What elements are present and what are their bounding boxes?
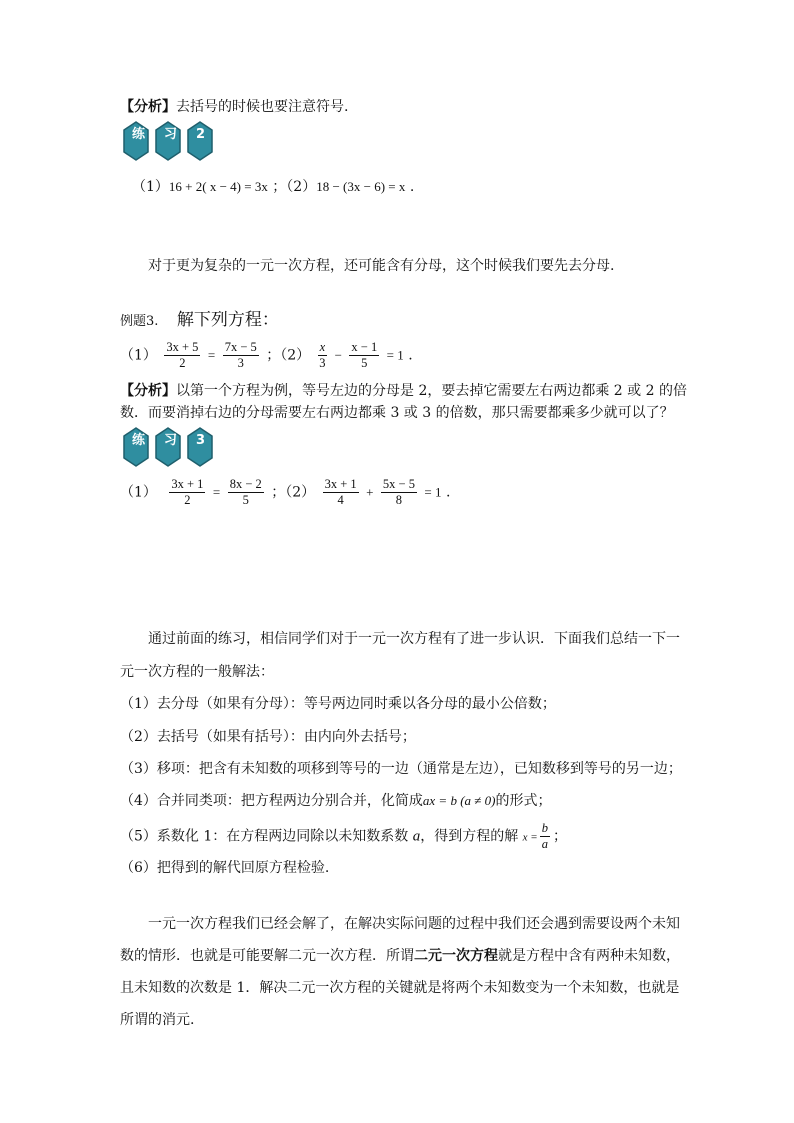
- summary-step-4: [120, 794, 552, 808]
- p3-eq1-frac-left: $\frac{3x + 1}{2}$: [171, 477, 204, 508]
- p2-eq2-expr: 18 − (3x − 6) = x: [316, 179, 406, 194]
- summary-step-5: [120, 822, 567, 851]
- ex-sep: ；: [266, 347, 281, 364]
- summary-step-1: （1）去分母（如果有分母）：等号两边同时乘以各分母的最小公倍数；: [120, 696, 556, 712]
- p3-eq2-frac-b: $\frac{5x - 5}{8}$: [382, 477, 415, 508]
- p3-sep: ；: [271, 484, 286, 501]
- step-4-text: （4）合并同类项：把方程两边分别合并，化简成: [120, 793, 423, 809]
- ex-eq2-frac-a: $\frac{x}{3}$: [319, 340, 326, 371]
- p3-eq2-rhs: = 1: [424, 484, 442, 500]
- badge-number: 2: [196, 127, 206, 142]
- practice-3-equations: [120, 478, 450, 507]
- closing-line-4: 所谓的消元.: [120, 1012, 195, 1028]
- analysis-2-text-1: 以第一个方程为例，等号左边的分母是 2，要去掉它需要左右两边都乘 2 或 2 的倍: [176, 383, 687, 399]
- ex-eq1-frac-left: $\frac{3x + 5}{2}$: [166, 340, 199, 371]
- p3-end: .: [445, 484, 451, 501]
- p2-sep: ；: [272, 179, 287, 195]
- badge-char-lian: 练: [132, 127, 146, 142]
- analysis-2-line-1: [120, 384, 687, 398]
- analysis-2-line-2: 数．而要消掉右边的分母需要左右两边都乘 3 或 3 的倍数，那只需要都乘多少就可以了？: [120, 405, 674, 421]
- badge-number: 3: [196, 433, 206, 448]
- ex-end: .: [408, 347, 413, 364]
- p2-eq2-label: （2）: [286, 179, 317, 195]
- ex-eq2-rhs: = 1: [386, 347, 404, 363]
- ex-eq1-label: （1）: [120, 347, 157, 364]
- p3-eq1-label: （1）: [120, 484, 157, 501]
- practice-2-badge: [118, 120, 222, 164]
- p3-eq1-equals: =: [212, 484, 221, 500]
- summary-line-2: 元一次方程的一般解法：: [120, 664, 274, 680]
- analysis-2-bracket: 【分析】: [120, 383, 176, 399]
- p3-eq1-frac-right: $\frac{8x - 2}{5}$: [229, 477, 262, 508]
- step-5-text-2: ，得到方程的解: [420, 828, 519, 845]
- summary-step-3: （3）移项：把含有未知数的项移到等号的一边（通常是左边），已知数移到等号的另一边；: [120, 761, 682, 777]
- closing-line-2-b: 就是方程中含有两种未知数，: [498, 948, 680, 964]
- p2-eq1-label: （1）: [132, 179, 169, 195]
- practice-3-badge: [118, 426, 222, 470]
- p3-eq2-frac-a: $\frac{3x + 1}{4}$: [324, 477, 357, 508]
- step-4-math: ax = b (a ≠ 0): [422, 793, 496, 808]
- badge-char-xi: 习: [164, 127, 178, 142]
- closing-line-2-a: 数的情形．也就是可能要解二元一次方程．所谓: [120, 948, 414, 964]
- p2-eq1-expr: 16 + 2( x − 4) = 3x: [168, 179, 268, 194]
- example-title: 解下列方程：: [176, 310, 279, 330]
- badge-char-xi: 习: [164, 433, 178, 448]
- analysis-1: [120, 100, 348, 114]
- intro-denominator: 对于更为复杂的一元一次方程，还可能含有分母，这个时候我们要先去分母.: [148, 258, 615, 274]
- step-5-end: ；: [552, 828, 567, 845]
- summary-step-6: （6）把得到的解代回原方程检验.: [120, 860, 330, 876]
- step-5-frac: $\frac{b}{a}$: [541, 821, 548, 852]
- example-label: 例题3.: [120, 314, 159, 329]
- p3-eq2-label: （2）: [285, 484, 316, 501]
- analysis-text: 去括号的时候也要注意符号.: [176, 99, 349, 115]
- closing-line-2-bold: 二元一次方程: [414, 948, 498, 964]
- practice-2-equations: [132, 180, 414, 194]
- ex-eq2-minus: −: [334, 347, 342, 363]
- analysis-bracket: 【分析】: [120, 99, 176, 115]
- summary-line-1: 通过前面的练习，相信同学们对于一元一次方程有了进一步认识．下面我们总结一下一: [148, 631, 680, 647]
- badge-char-lian: 练: [132, 433, 146, 448]
- closing-line-1: 一元一次方程我们已经会解了，在解决实际问题的过程中我们还会遇到需要设两个未知: [148, 916, 680, 932]
- p3-eq2-plus: +: [366, 484, 374, 500]
- example-3-equations: [120, 341, 413, 370]
- p2-end: .: [409, 179, 415, 195]
- ex-eq2-label: （2）: [280, 347, 311, 364]
- example-3-header: [120, 312, 279, 329]
- ex-eq1-frac-right: $\frac{7x - 5}{3}$: [224, 340, 257, 371]
- closing-line-3: 且未知数的次数是 1．解决二元一次方程的关键就是将两个未知数变为一个未知数，也就是: [120, 980, 680, 996]
- step-4-end: 的形式；: [495, 793, 552, 809]
- ex-eq2-frac-b: $\frac{x - 1}{5}$: [351, 340, 378, 371]
- step-5-var: a: [412, 828, 421, 845]
- step-5-text: （5）系数化 1：在方程两边同除以未知数系数: [120, 828, 409, 845]
- step-5-x: x =: [522, 831, 538, 844]
- summary-step-2: （2）去括号（如果有括号）：由内向外去括号；: [120, 729, 416, 745]
- closing-line-2: [120, 949, 680, 963]
- ex-eq1-equals: =: [207, 347, 216, 363]
